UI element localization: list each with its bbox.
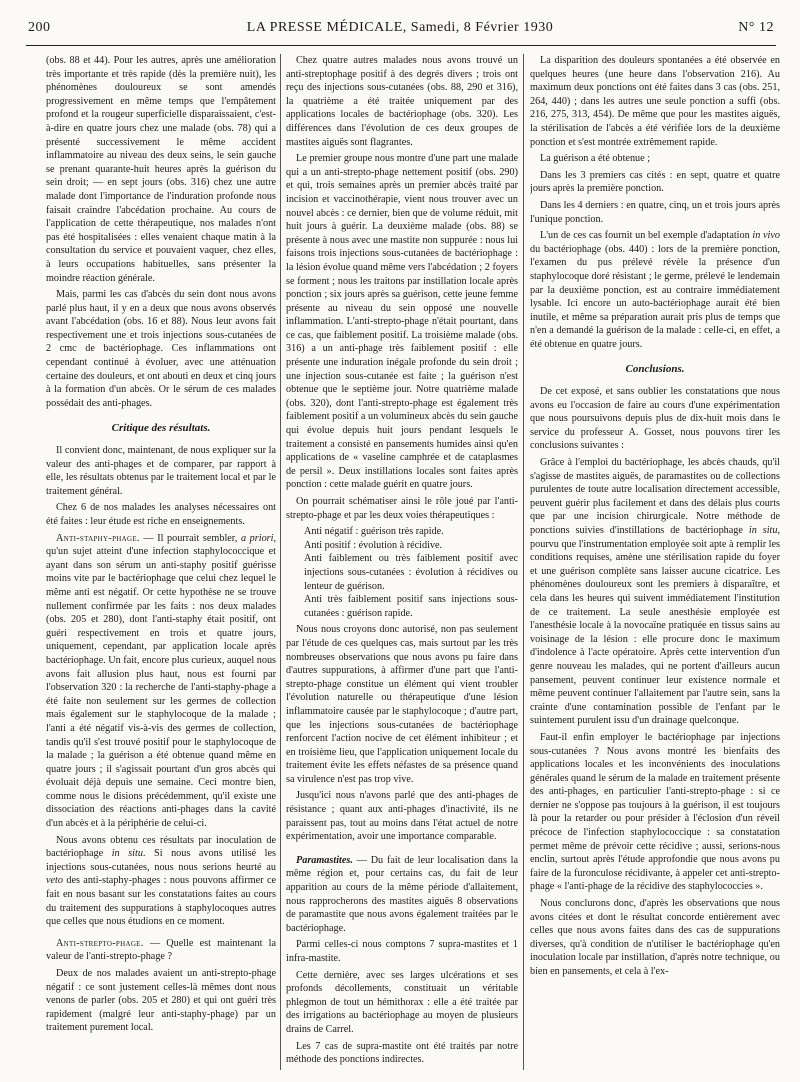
- paragraph: Jusqu'ici nous n'avons parlé que des anti-phages de résistance ; quant aux anti-phages d'inactivité, ils ne paraissent pas, tout au moins dans l'état actuel de notre expérimentation, avoir une importance comparable.: [286, 790, 518, 843]
- list-item: Anti très faiblement positif sans injections sous-cutanées : guérison rapide.: [304, 594, 518, 619]
- paragraph: Faut-il enfin employer le bactériophage par injections sous-cutanées ? Nous avons montré les bienfaits des applications locales et les inconvénients des inoculations générales quand le sérum de la malade en traitement présente des anti-phages, en particulier l'anti-strepto-phage : si ce dernier ne s'oppose pas toujours à la guérison, il est toujours là pour la retarder ou pour présider à l'éclosion d'un réveil précoce de l'infection staphylococcique : sa constatation permet même de prévoir cette récidive ; aussi, serions-nous enclin, surtout après l'étude approfondie que nous avons pu faire de la furonculose récidivante, à appeler cet anti-strepto-phage « l'anti-phage de la récidive des staphylococcies ».: [530, 731, 780, 893]
- header-rule: [26, 45, 776, 46]
- text-run: Grâce à l'emploi du bactériophage, les abcès chauds, qu'il s'agisse de mastites aiguës, de paramastites ou de collections purulentes de toute autre localisation directement accessible, peuvent guérir plus facilement et dans des délais plus courts que par une incision chirurgicale. Notre méthode de ponctions suivies d'instillations de bactériophage: [530, 457, 780, 536]
- paragraph: Les 7 cas de supra-mastite ont été traités par notre méthode des ponctions indirectes.: [286, 1040, 518, 1066]
- text-run: du bactériophage (obs. 440) : lors de la première ponction, l'examen du pus prélevé révèle la présence d'un staphylocoque doré résistant ; le germe, prélevé le lendemain par la deuxième ponction, est au contraire immédiatement lysable. Ici encore un auto-bactériophage aurait été bien inutile, et même sa préparation aurait pris plus de temps que n'en a demandé la guérison de la malade : celle-ci, en effet, a été obtenue en quatre jours.: [530, 243, 780, 350]
- schema-list: [286, 525, 518, 620]
- paragraph: Chez quatre autres malades nous avons trouvé un anti-streptophage positif à des degrés divers ; trois ont reçu des injections sous-cutanées (obs. 88, 290 et 316), la quatrième a été traitée uniquement par des applications locales de bactériophage (obs. 320). Les différences dans l'évolution de ces deux groupes de mastites aiguës sont flagrantes.: [286, 55, 518, 148]
- text-run: — Quelle est maintenant la valeur de l'anti-strepto-phage ?: [46, 937, 276, 963]
- column-right: [530, 54, 780, 1074]
- italic-run: a priori: [240, 532, 274, 544]
- paragraph: [46, 937, 276, 964]
- italic-run: in situ: [748, 525, 778, 536]
- paragraph: La guérison a été obtenue ;: [540, 153, 651, 165]
- italic-run: in situ: [111, 848, 143, 860]
- paragraph: [46, 834, 276, 929]
- paragraph: [530, 229, 780, 351]
- column-left: [46, 54, 276, 1074]
- text-run: , pourvu que l'instrumentation employée soit apte à remplir les conditions requises, amène une stérilisation rapide du foyer et une guérison complète sans laisser aucune cicatrice. Les phénomènes douloureux sont les premiers à disparaître, et cela dans les heures qui suivent immédiatement l'institution de ce traitement. La seule anesthésie employée est l'anesthésie locale à la novocaïne pratiquée en tissus sains au voisinage de la lésion : elle procure donc le maximum d'indolence à l'acte opératoire. Après cette intervention d'un genre nouveau les malades, qui ne portent d'ailleurs aucun pansement, peuvent continuer leur existence normale et même peuvent continuer l'allaitement par l'autre sein, sans la crainte d'une contamination possible de l'enfant par le suintement purulent issu d'un drainage quelconque.: [530, 525, 780, 727]
- list-item: Anti faiblement ou très faiblement positif avec injections sous-cutanées : évolution à récidives ou lenteur de guérison.: [304, 553, 518, 592]
- text-run: . Si nous avons utilisé les injections sous-cutanées, nous nous serions heurté au: [46, 848, 276, 873]
- italic-run: veto: [46, 875, 63, 887]
- journal-title: LA PRESSE MÉDICALE, Samedi, 8 Février 1930: [246, 20, 554, 35]
- paragraph: Chez 6 de nos malades les analyses nécessaires ont été faites : leur étude est riche en enseignements.: [46, 502, 276, 527]
- paragraph: Mais, parmi les cas d'abcès du sein dont nous avons parlé plus haut, il y en a deux que nous avons observés avant l'abcédation (obs. 16 et 88). Nous leur avons fait respectivement une et trois injections sous-cutanées de 2 cmc de bactériophage. Ces inflammations ont cependant continué à évoluer, avec une atténuation certaine des douleurs, et ont abouti en deux et cinq jours à la formation d'un abcès. Or le sérum de ces malades possédait des anti-phages.: [46, 289, 276, 409]
- paragraph: Il convient donc, maintenant, de nous expliquer sur la valeur des anti-phages et de comparer, par rapport à elle, les résultats obtenus par le traitement local et par le traitement général.: [46, 445, 276, 497]
- paragraph: (obs. 88 et 44). Pour les autres, après une amélioration très importante et très rapide (dès la première nuit), les phénomènes douloureux se sont amendés progressivement en même temps que l'empâtement profond et la rougeur superficielle disparaissaient, c'est-à-dire en quatre jours chez une malade (obs. 78) qui a présenté successivement le même accident inflammatoire au niveau des deux seins, le sein gauche se prenant quarante-huit heures après la guérison du sein droit; — en sept jours (obs. 316) chez une autre malade dont l'importance de l'induration profonde nous faisait craindre l'abcédation prochaine. Au cours de l'application de cette thérapeutique, nos malades n'ont pas été hospitalisées : elles venaient chaque matin à la consultation du service et pouvaient vaquer, chez elles, à leurs occupations habituelles, sans présenter la moindre réaction générale.: [46, 55, 276, 284]
- column-rule-2: [523, 54, 524, 1070]
- paragraph: Parmi celles-ci nous comptons 7 supra-mastites et 1 infra-mastite.: [286, 939, 518, 964]
- text-run: des anti-staphy-phages : nous pouvons affirmer ce fait en nous basant sur les constatations faites au cours du traitement des suppurations à staphylocoques autres que celles que nous étudions en ce moment.: [46, 875, 276, 928]
- text-run: — Du fait de leur localisation dans la même région et, pour certains cas, du fait de leur apparition au cours de la même période d'allaitement, nous rapprocherons des mastites aiguës 8 observations de paramastite que nous avons également traitées par le bactériophage.: [286, 854, 518, 934]
- page-number: 200: [28, 20, 51, 35]
- text-run: — Il pourrait sembler,: [139, 532, 241, 544]
- paragraph: Cette dernière, avec ses larges ulcérations et ses profonds décollements, constituait un véritable phlegmon de tout un hémithorax : elle a été traitée par des irrigations au bactériophage au moyen de plusieurs drains de Carrel.: [286, 969, 518, 1035]
- text-run: , qu'un sujet atteint d'une infection staphylococcique et ayant dans son sérum un anti-staphy positif guérisse moins vite par le bactériophage que celui chez lequel le même anti est négatif. Or cette hypothèse ne se trouve nullement confirmée par les faits : nos deux malades (obs. 205 et 280), dont l'anti-staphy était positif, ont guéri respectivement en trois et quatre jours, uniquement, cependant, par application locale après bactériophage. Un fait, encore plus curieux, auquel nous avons fait allusion plus haut, nous est fourni par l'observation 320 : la recherche de l'anti-staphy-phage a été faite non seulement sur les germes de collection mais également sur le staphylocoque de la malade ; l'anti a été négatif vis-à-vis des germes de collection, tandis qu'il s'est trouvé positif pour le staphylocoque de la malade ; la guérison a été obtenue quand même en quatre jours ; il s'agissait pourtant d'un gros abcès qui évoluait déjà depuis une semaine. Ceci montre bien, comme nous le disions précédemment, qu'il existe une dissociation des réactions anti-phages dans la cavité d'un abcès et à la périphérie de celui-ci.: [46, 532, 276, 830]
- list-item: Anti négatif : guérison très rapide.: [304, 526, 444, 538]
- issue-number: N° 12: [738, 20, 774, 35]
- paragraph: Nous nous croyons donc autorisé, non pas seulement par l'étude de ces quelques cas, mais surtout par les très nombreuses observations que nous avons pu faire dans d'autres suppurations, à affirmer d'une part que l'anti-strepto-phage constitue un élément qui vient troubler l'évolution naturelle ou thérapeutique d'une lésion inflammatoire causée par le staphylocoque ; d'autre part, que les injections sous-cutanées de bactériophage renforcent l'action nocive de cet élément inhibiteur ; et en troisième lieu, que l'application uniquement locale du traitement évite les effets néfastes de sa présence quand sa virulence n'est pas trop vive.: [286, 624, 518, 785]
- column-middle: [286, 54, 518, 1074]
- paragraph: Dans les 4 derniers : en quatre, cinq, un et trois jours après l'unique ponction.: [530, 199, 780, 225]
- paragraph: On pourrait schématiser ainsi le rôle joué par l'anti-strepto-phage et par les deux voies thérapeutiques :: [286, 496, 518, 521]
- italic-run: in vivo: [752, 230, 780, 242]
- list-item: Anti positif : évolution à récidive.: [304, 539, 443, 551]
- subheading-anti-strepto: Anti-strepto-phage.: [56, 937, 144, 949]
- paragraph: Deux de nos malades avaient un anti-strepto-phage négatif : ce sont justement celles-là mêmes dont nous venons de parler (obs. 205 et 280) et qui ont guéri très rapidement (malgré leur anti-staphy-phage) par un traitement purement local.: [46, 968, 276, 1034]
- paragraph: De cet exposé, et sans oublier les constatations que nous avons eu l'occasion de faire au cours d'une expérimentation que nous poursuivons depuis plus de dix-huit mois dans le service du professeur A. Gosset, nous pouvons tirer les conclusions suivantes :: [530, 386, 780, 452]
- subheading-anti-staphy: Anti-staphy-phage.: [56, 532, 140, 544]
- section-heading-conclusions: Conclusions.: [625, 363, 685, 376]
- paragraph: Dans les 3 premiers cas cités : en sept, quatre et quatre jours après la première ponction.: [530, 169, 780, 195]
- paragraph: Le premier groupe nous montre d'une part une malade qui a un anti-strepto-phage nettement positif (obs. 290) et qui, trois semaines après un premier abcès traité par incision et vaccinothérapie, vient nous trouver avec un nouvel abcès : ce dernier, bien que de volume réduit, mit huit jours à guérir. La deuxième malade (obs. 88) se présente à nous avec une mastite non suppurée : nous lui faisons trois injections sous-cutanées de bactériophage : la lésion évolue quand même vers l'abcédation ; 2 foyers se forment ; nous les traitons par instillation locale après ponction ; six jours après sa guérison, cette jeune femme présente au niveau du sein opposé une nouvelle inflammation. L'anti-strepto-phage n'était pourtant, dans ce cas, que faiblement positif. La troisième malade (obs. 316) a un anti-phage très faiblement positif : elle présente une induration inégale profonde du sein droit ; une injection sous-cutanée est faite ; la guérison n'est obtenue que le septième jour. Notre quatrième malade (obs. 320), dont l'anti-strepto-phage est également très faiblement positif a un volumineux abcès du sein gauche qui évolue depuis huit jours pendant lesquels le traitement a consisté en pansements humides ainsi qu'en applications de « vaseline camphrée et de cataplasmes de persil ». Deux instillations locales sont faites après ponction : cette malade guérit en quatre jours.: [286, 153, 518, 491]
- paragraph: [530, 456, 780, 728]
- section-heading-critique: Critique des résultats.: [111, 422, 211, 435]
- page-header: [22, 14, 778, 42]
- paragraph: [46, 532, 276, 831]
- subheading-paramastites: Paramastites.: [296, 854, 353, 866]
- text-run: L'un de ces cas fournit un bel exemple d'adaptation: [540, 230, 753, 242]
- column-rule-1: [280, 54, 281, 1070]
- paragraph: [286, 854, 518, 936]
- paragraph: La disparition des douleurs spontanées a été observée en quelques heures (une heure dans l'observation 216). Au maximum deux ponctions ont été faites dans 3 cas (obs. 251, 264, 440) ; dans les autres une seule ponction a suffi (obs. 216, 275, 313, 454). De même que pour les mastites aiguës, la stérilisation de l'abcès a été vérifiée lors de la deuxième ponction et s'est montrée extrêmement rapide.: [530, 55, 780, 148]
- text-run: Nous avons obtenu ces résultats par inoculation de bactériophage: [46, 834, 276, 860]
- paragraph: Nous conclurons donc, d'après les observations que nous avons citées et dont le résultat concorde entièrement avec celles que nous avons faites dans des cas de suppurations diverses, qu'à condition de n'utiliser le bactériophage qu'en inoculation locale par instillation, d'après notre technique, ou bien en pansements, et cela à l'ex-: [530, 898, 780, 977]
